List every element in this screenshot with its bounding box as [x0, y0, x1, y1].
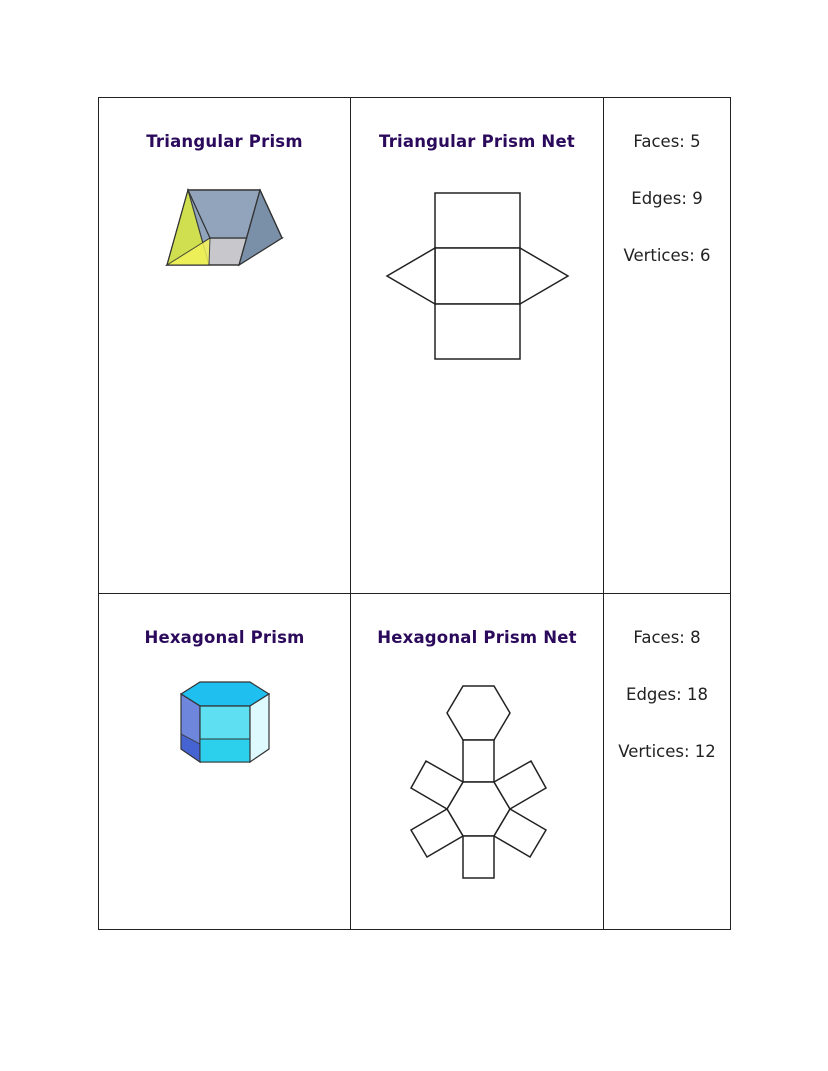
net-title: Triangular Prism Net: [379, 132, 575, 151]
table-row: [99, 98, 731, 594]
hexagonal-prism-net-image: [351, 679, 603, 889]
table-row: [99, 593, 731, 929]
vertices-count: Vertices: 6: [623, 246, 711, 265]
net-title: Hexagonal Prism Net: [377, 627, 577, 647]
hexagonal-prism-image: [99, 679, 350, 779]
triangular-prism-net-image: [351, 183, 603, 373]
prism-table: [98, 97, 731, 930]
shape-title: Hexagonal Prism: [144, 627, 305, 647]
net-cell: [351, 98, 604, 594]
shape-cell: [99, 98, 351, 594]
faces-count: Faces: 5: [633, 132, 701, 151]
edges-count: Edges: 18: [626, 684, 708, 704]
properties-cell: [604, 98, 731, 594]
properties-list: [604, 628, 730, 799]
properties-cell: [604, 593, 731, 929]
vertices-count: Vertices: 12: [618, 741, 716, 761]
shape-cell: [99, 593, 351, 929]
shape-title: Triangular Prism: [146, 132, 303, 151]
faces-count: Faces: 8: [633, 627, 701, 647]
triangular-prism-image: [99, 183, 350, 303]
properties-list: [604, 132, 730, 303]
edges-count: Edges: 9: [631, 189, 703, 208]
net-cell: [351, 593, 604, 929]
